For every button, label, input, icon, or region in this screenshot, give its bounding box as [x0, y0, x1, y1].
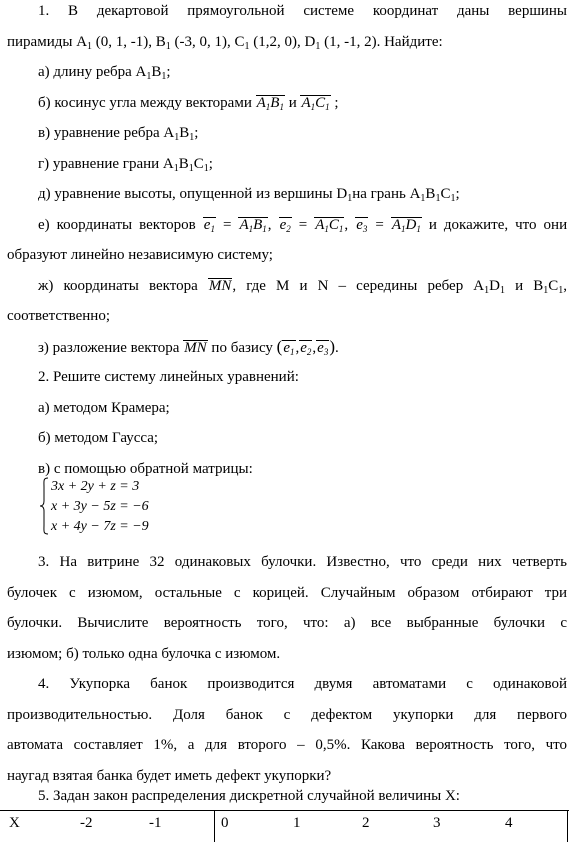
p1-line-1: 1. В декартовой прямоугольной системе координат даны вершины [38, 3, 567, 19]
p4-line-1: 4. Укупорка банок производится двумя автоматами с одинаковой [38, 676, 567, 692]
p3-line-2: булочек с изюмом, остальные с корицей. Случайным образом отбирают три [7, 585, 567, 601]
table-cell: 1 [293, 815, 301, 831]
table-cell: -2 [80, 815, 93, 831]
table-cell: 0 [221, 815, 229, 831]
vector-a1c1: $A_1C_1$ [301, 95, 330, 112]
p2-item-a: а) методом Крамера; [38, 400, 170, 416]
p3-line-1: 3. На витрине 32 одинаковых булочки. Известно, что среди них четверть [38, 554, 567, 570]
p5-title: 5. Задан закон распределения дискретной случайной величины X: [38, 788, 460, 804]
p2-item-b: б) методом Гаусса; [38, 430, 159, 446]
table-cell: 3 [433, 815, 441, 831]
table-cell: -1 [149, 815, 162, 831]
p4-line-2: производительностью. Доля банок с дефектом укупорки для первого [7, 707, 567, 723]
equation-1: 3x + 2y + z = 3 [51, 479, 140, 494]
system-brace-icon [39, 477, 49, 535]
p1-item-zh-line-2: соответственно; [7, 308, 110, 324]
vector-a1b1: $A_1B_1$ [256, 95, 284, 112]
p1-item-v: в) уравнение ребра $A_1B_1$; [38, 125, 199, 143]
equation-3: x + 4y − 7z = −9 [51, 519, 149, 534]
p4-line-4: наугад взятая банка будет иметь дефект укупорки? [7, 768, 332, 784]
distribution-table [0, 810, 569, 842]
p2-item-v: в) с помощью обратной матрицы: [38, 461, 253, 477]
p1-item-zh-line-1: ж) координаты вектора MN, где M и N – середины ребер $A_1D_1$ и $B_1C_1$, [38, 278, 567, 296]
p1-item-d: д) уравнение высоты, опущенной из вершины $D_1на$ грань $A_1B_1C_1$; [38, 186, 460, 204]
p1-item-a: а) длину ребра $A_1B_1$; [38, 64, 171, 82]
table-divider [214, 811, 215, 842]
p1-line-2: пирамиды $A_1$ (0, 1, -1), $B_1$ (-3, 0, 1), $C_1$ (1,2, 0), $D_1$ (1, -1, 2). Найдите: [7, 34, 443, 52]
p1-item-z: з) разложение вектора MN по базису $(e_1,e_2,e_3)$. [38, 337, 339, 357]
table-cell: X [9, 815, 20, 831]
p1-item-e-line-2: образуют линейно независимую систему; [7, 247, 273, 263]
table-cell: 2 [362, 815, 370, 831]
table-cell: 4 [505, 815, 513, 831]
p2-title: 2. Решите систему линейных уравнений: [38, 369, 299, 385]
p3-line-4: изюмом; б) только одна булочка с изюмом. [7, 646, 281, 662]
p4-line-3: автомата составляет 1%, а для второго – 0,5%. Какова вероятность того, что [7, 737, 567, 753]
p1-item-b: б) косинус угла между векторами $A_1B_1$ и $A_1C_1$ ; [38, 95, 339, 112]
table-divider [567, 811, 568, 842]
equation-2: x + 3y − 5z = −6 [51, 499, 149, 514]
p1-item-e-line-1: е) координаты векторов $e_1 = A_1B_1$, $e_2 = A_1C_1$, $e_3 = A_1D_1$ и докажите, что они [38, 217, 568, 234]
p3-line-3: булочки. Вычислите вероятность того, что: а) все выбранные булочки с [7, 615, 567, 631]
p1-item-g: г) уравнение грани $A_1B_1C_1$; [38, 156, 213, 174]
